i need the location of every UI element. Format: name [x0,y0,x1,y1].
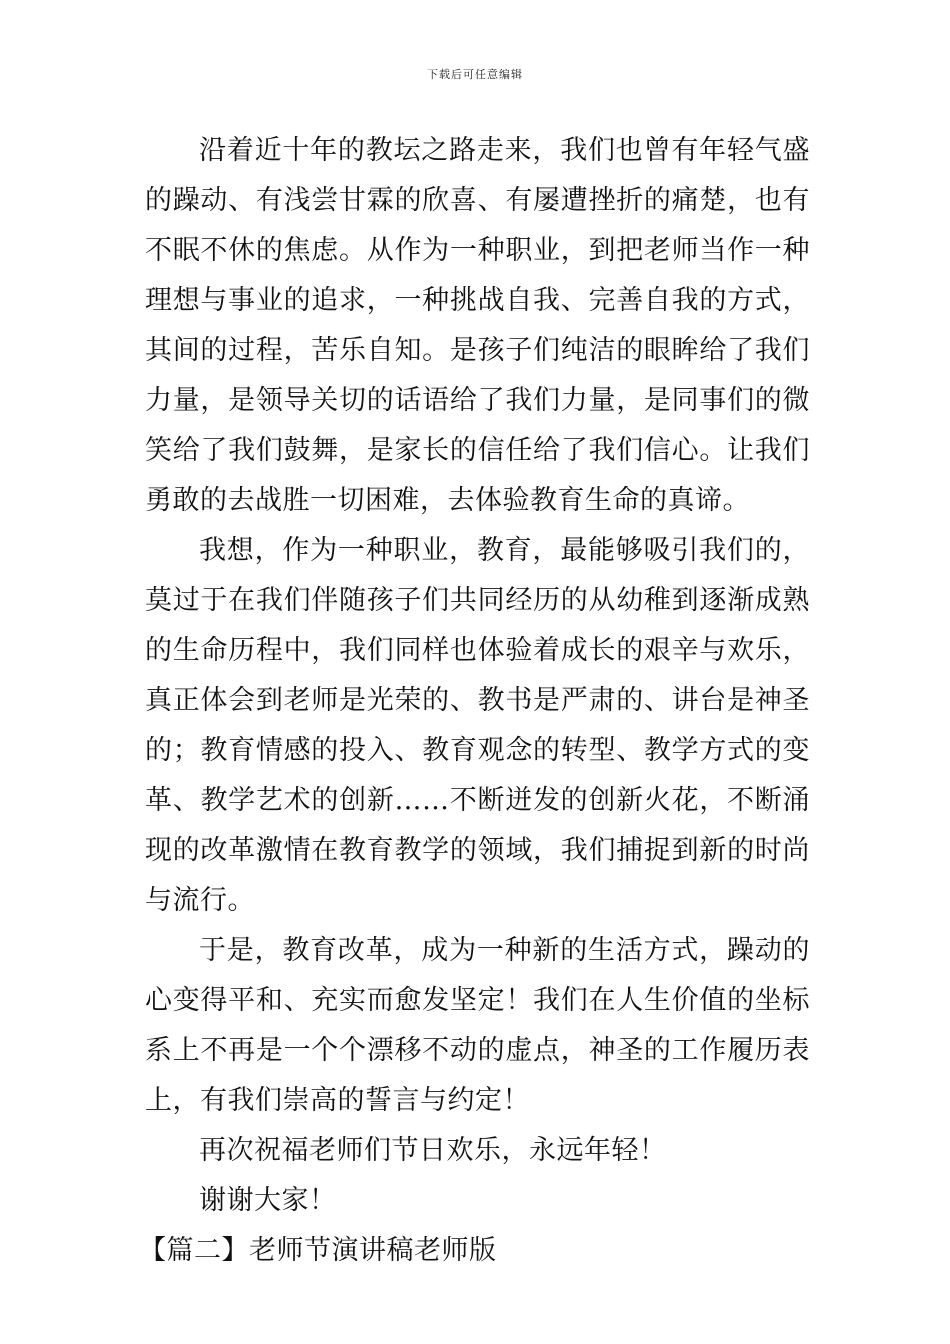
paragraph-1: 沿着近十年的教坛之路走来，我们也曾有年轻气盛的躁动、有浅尝甘霖的欣喜、有屡遭挫折的痛楚，也有不眠不休的焦虑。从作为一种职业，到把老师当作一种理想与事业的追求，一种挑战自我、完善自我的方式，其间的过程，苦乐自知。是孩子们纯洁的眼眸给了我们力量，是领导关切的话语给了我们力量，是同事们的微笑给了我们鼓舞，是家长的信任给了我们信心。让我们勇敢的去战胜一切困难，去体验教育生命的真谛。 [145,135,810,516]
closing-thanks: 谢谢大家！ [199,1185,337,1216]
paragraph-2: 我想，作为一种职业，教育，最能够吸引我们的，莫过于在我们伴随孩子们共同经历的从幼稚到逐渐成熟的生命历程中，我们同样也体验着成长的艰辛与欢乐，真正体会到老师是光荣的、教书是严肃的、讲台是神圣的；教育情感的投入、教育观念的转型、教学方式的变革、教学艺术的创新……不断迸发的创新火花，不断涌现的改革激情在教育教学的领域，我们捕捉到新的时尚与流行。 [145,535,810,916]
paragraph-3: 于是，教育改革，成为一种新的生活方式，躁动的心变得平和、充实而愈发坚定！我们在人生价值的坐标系上不再是一个个漂移不动的虚点，神圣的工作履历表上，有我们崇高的誓言与约定！ [145,935,810,1116]
header-note: 下载后可任意编辑 [427,68,523,81]
closing-wish: 再次祝福老师们节日欢乐，永远年轻！ [199,1135,667,1166]
section-heading: 【篇二】老师节演讲稿老师版 [139,1235,497,1266]
body-text [139,126,810,1276]
